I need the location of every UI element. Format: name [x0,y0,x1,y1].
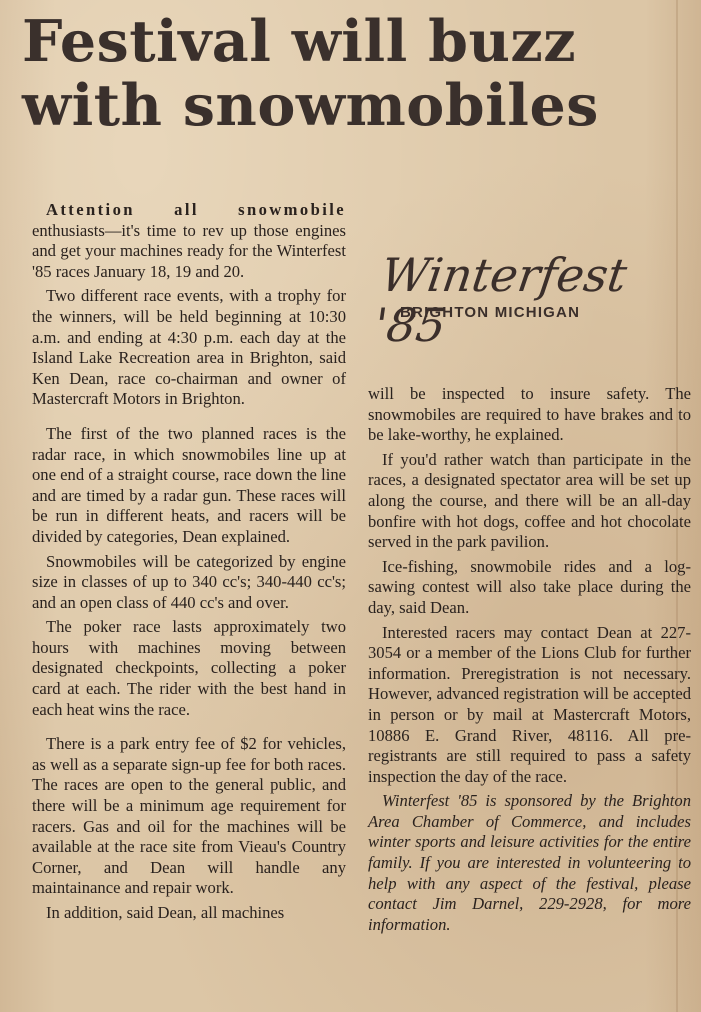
left-column [32,200,346,924]
paragraph-categories: Snowmobiles will be categorized by engine size in classes of up to 340 cc's; 340-440 cc's; and an open class of 440 cc's and over. [32,551,346,612]
headline [22,10,682,138]
paragraph-race-events: Two different race events, with a trophy for the winners, will be held beginning at 10:30 a.m. and ending at 4:30 p.m. each day at the Island Lake Recreation area in Brighton, said Ken Dean, race co-chairman and owner of Mastercraft Motors in Brighton. [32,286,346,409]
paragraph-radar-race: The first of the two planned races is the radar race, in which snowmobiles line up at one end of a straight course, race down the line and are timed by a radar gun. These races will be run in different heats, and racers will be divided by categories, Dean explained. [32,423,346,546]
lead-rest: enthusiasts—it's time to rev up those engines and get your machines ready for the Winterfest '85 races January 18, 19 and 20. [32,220,346,281]
paragraph-activities: Ice-fishing, snowmobile rides and a log-sawing contest will also take place during the day, said Dean. [368,556,691,617]
paragraph-inspection-end: will be inspected to insure safety. The snowmobiles are required to have brakes and to be lake-worthy, he explained. [368,384,691,445]
paragraph-intro [32,200,346,282]
right-column [368,384,691,935]
paragraph-sponsor: Winterfest '85 is sponsored by the Brighton Area Chamber of Commerce, and includes winter sports and leisure activities for the entire family. If you are interested in volunteering to help with any aspect of the festival, please contact Jim Darnel, 229-2928, for more information. [368,791,691,934]
paragraph-contact: Interested racers may contact Dean at 227-3054 or a member of the Lions Club for further information. Preregistration is not necessary. However, advanced registration will be accepted in person or by mail at Mastercraft Motors, 10886 E. Grand River, 48116. All pre-registrants are still required to pass a safety inspection the day of the race. [368,622,691,786]
lead-words: Attention all snowmobile [46,200,346,219]
paragraph-spectators: If you'd rather watch than participate in the races, a designated spectator area will be set up along the course, and there will be an all-day bonfire with hot dogs, coffee and hot chocolate served in the park pavilion. [368,449,691,552]
headline-line-2: with snowmobiles [22,72,599,139]
paragraph-fees: There is a park entry fee of $2 for vehicles, as well as a separate sign-up fee for both races. The races are open to the general public, and there will be a minimum age requirement for racers. Gas and oil for the machines will be available at the race site from Vieau's Country Corner, and Dean will handle any maintainance and repair work. [32,734,346,898]
paragraph-poker-race: The poker race lasts approximately two hours with machines moving between designated checkpoints, collecting a poker card at each. The rider with the best hand in each heat wins the race. [32,617,346,719]
logo-subtitle: BRIGHTON MICHIGAN [400,304,581,321]
logo-title: Winterfest '85 [370,248,631,352]
paragraph-inspection-start: In addition, said Dean, all machines [46,903,285,922]
headline-line-1: Festival will buzz [22,8,577,75]
winterfest-logo [370,248,678,352]
